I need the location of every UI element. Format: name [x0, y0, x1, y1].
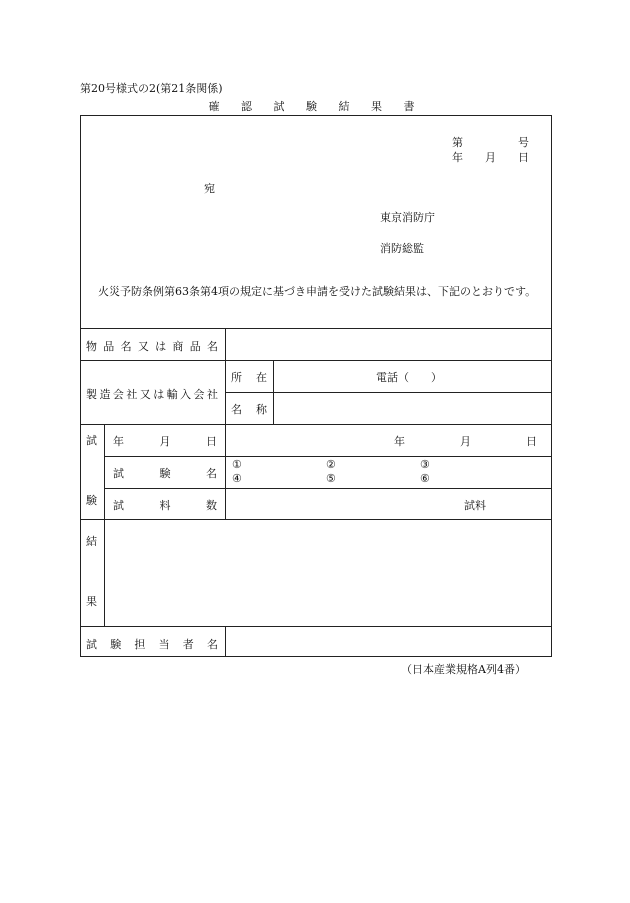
divider: [273, 360, 274, 424]
document-number: 第 号: [452, 136, 529, 149]
issuer-org: 東京消防庁: [380, 211, 435, 224]
test-item: ⑥: [420, 472, 430, 485]
label-char: 名: [206, 467, 217, 480]
label-char: 社: [206, 388, 218, 401]
label-char: 担: [134, 638, 146, 651]
sample-count-label: [113, 497, 217, 513]
label-char: 会: [112, 388, 124, 401]
paper-size-note: （日本産業規格A列4番）: [401, 663, 526, 676]
test-date-value: 年 月 日: [394, 435, 537, 448]
label-char: 年: [113, 435, 124, 448]
label-char: 製: [86, 388, 97, 401]
divider: [225, 626, 226, 657]
body-text: 火災予防条例第63条第4項の規定に基づき申請を受けた試験結果は、下記のとおりです。: [98, 285, 537, 298]
divider: [80, 328, 552, 329]
result-section-label: 果: [86, 595, 97, 608]
label-char: 会: [193, 388, 205, 401]
label-char: 験: [159, 467, 171, 480]
test-item: ④: [232, 472, 242, 485]
sample-unit: 試料: [464, 499, 486, 512]
label-char: 品: [103, 340, 115, 353]
label-char: 社: [126, 388, 138, 401]
document-title: 確 認 試 験 結 果 書: [208, 100, 424, 113]
label-char: 又: [139, 388, 151, 401]
issue-date: 年 月 日: [452, 151, 529, 164]
label-char: 称: [256, 403, 267, 416]
addressee-suffix: 宛: [204, 182, 215, 195]
divider: [104, 424, 105, 626]
label-char: 料: [159, 499, 171, 512]
label-char: 入: [180, 388, 192, 401]
label-char: 品: [189, 340, 201, 353]
label-char: 名: [206, 638, 218, 651]
label-char: 者: [182, 638, 194, 651]
form-number: 第20号様式の2(第21条関係): [80, 82, 223, 95]
result-section-label: 結: [86, 535, 97, 548]
test-section-label: 試: [86, 434, 97, 447]
tester-name-label: [86, 636, 218, 652]
label-char: 験: [110, 638, 122, 651]
test-name-label: [113, 465, 217, 481]
label-char: 月: [159, 435, 171, 448]
manufacturer-label: [86, 386, 218, 402]
label-char: 日: [206, 435, 217, 448]
label-char: は: [155, 340, 167, 353]
label-char: 又: [137, 340, 149, 353]
label-char: 試: [86, 638, 97, 651]
divider: [104, 456, 552, 457]
divider: [80, 360, 552, 361]
test-item: ⑤: [326, 472, 336, 485]
divider: [225, 392, 552, 393]
issuer-title: 消防総監: [380, 242, 424, 255]
divider: [104, 488, 552, 489]
label-char: 物: [86, 340, 97, 353]
label-char: 数: [206, 499, 217, 512]
test-date-label: [113, 433, 217, 449]
label-char: 試: [113, 467, 124, 480]
label-char: 輸: [166, 388, 178, 401]
test-item: ①: [232, 458, 242, 471]
address-label: [231, 369, 267, 385]
label-char: 名: [120, 340, 132, 353]
label-char: は: [153, 388, 165, 401]
divider: [80, 626, 552, 627]
test-section-label: 験: [86, 494, 97, 507]
company-name-label: [231, 401, 267, 417]
product-name-label: [86, 338, 218, 354]
label-char: 名: [231, 403, 242, 416]
test-item: ③: [420, 458, 430, 471]
test-item: ②: [326, 458, 336, 471]
label-char: 名: [206, 340, 218, 353]
divider: [80, 519, 552, 520]
label-char: 造: [99, 388, 111, 401]
phone-label: 電話（ ）: [376, 371, 442, 384]
label-char: 当: [158, 638, 170, 651]
label-char: 所: [231, 371, 242, 384]
divider: [80, 424, 552, 425]
label-char: 在: [256, 371, 267, 384]
divider: [225, 328, 226, 520]
label-char: 商: [172, 340, 184, 353]
label-char: 試: [113, 499, 124, 512]
